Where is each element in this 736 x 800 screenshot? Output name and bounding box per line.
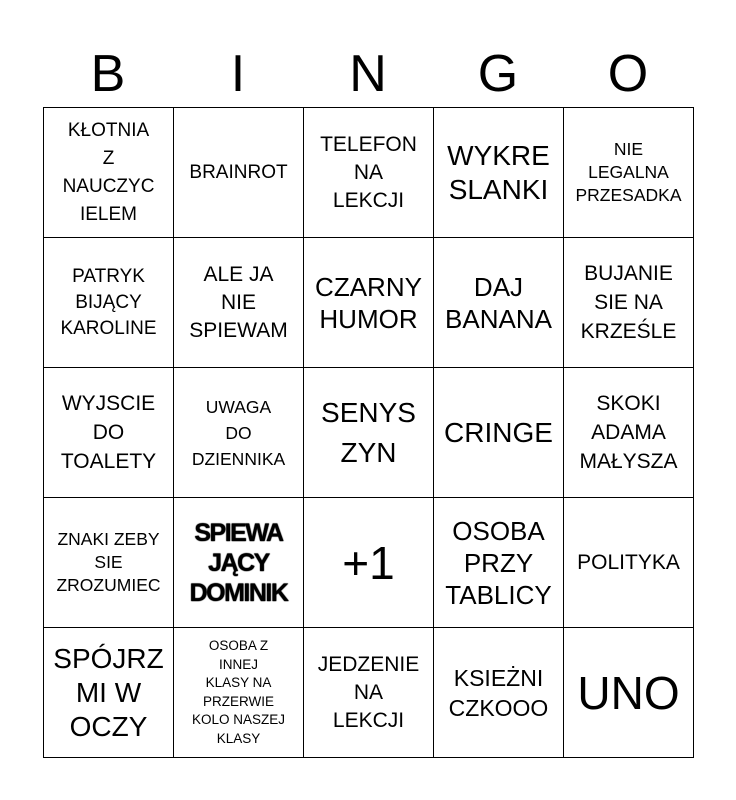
bingo-cell-2-2[interactable] <box>174 238 304 368</box>
cell-text: WYKRE SLANKI <box>447 139 550 205</box>
bingo-cell-5-1[interactable] <box>44 628 174 758</box>
cell-text: CRINGE <box>444 416 553 448</box>
cell-text: SKOKI ADAMA MAŁYSZA <box>579 392 678 473</box>
bingo-cell-5-3[interactable] <box>304 628 434 758</box>
cell-text: TELEFON NA LEKCJI <box>320 132 417 212</box>
cell-text: SENYS ZYN <box>321 396 416 468</box>
cell-text: ZNAKI ZEBY SIE ZROZUMIEC <box>56 529 161 595</box>
bingo-cell-3-5[interactable] <box>564 368 694 498</box>
bingo-cell-5-4[interactable] <box>434 628 564 758</box>
bingo-cell-4-4[interactable] <box>434 498 564 628</box>
cell-text: CZARNY HUMOR <box>315 271 422 334</box>
bingo-cell-4-3[interactable] <box>304 498 434 628</box>
header-letter-n: N <box>349 45 387 103</box>
bingo-cell-5-5[interactable] <box>564 628 694 758</box>
cell-text: SPÓJRZ MI W OCZY <box>53 642 164 742</box>
bingo-cell-2-5[interactable] <box>564 238 694 368</box>
cell-text: POLITYKA <box>577 550 680 574</box>
bingo-cell-3-2[interactable] <box>174 368 304 498</box>
header-letter-b: B <box>90 45 126 103</box>
cell-text: +1 <box>342 536 395 589</box>
cell-text: KŁOTNIA Z NAUCZYC IELEM <box>62 119 155 225</box>
header-letter-g: G <box>477 45 519 103</box>
cell-text: UWAGA DO DZIENNIKA <box>191 396 286 469</box>
bingo-card <box>43 107 694 758</box>
cell-text: WYJSCIE DO TOALETY <box>60 392 157 473</box>
bingo-cell-1-5[interactable] <box>564 108 694 238</box>
bingo-cell-3-1[interactable] <box>44 368 174 498</box>
cell-text: JEDZENIE NA LEKCJI <box>317 652 420 732</box>
cell-text: BUJANIE SIE NA KRZEŚLE <box>580 262 677 343</box>
bingo-cell-2-3[interactable] <box>304 238 434 368</box>
bingo-cell-1-1[interactable] <box>44 108 174 238</box>
bingo-cell-1-2[interactable] <box>174 108 304 238</box>
cell-text: UNO <box>577 666 680 719</box>
bingo-cell-4-1[interactable] <box>44 498 174 628</box>
bingo-header <box>43 40 693 108</box>
header-letter-i: I <box>230 45 246 103</box>
bingo-cell-1-4[interactable] <box>434 108 564 238</box>
bingo-cell-4-2[interactable] <box>174 498 304 628</box>
cell-text: KSIEŻNI CZKOOO <box>448 664 549 721</box>
cell-text: DAJ BANANA <box>445 271 552 334</box>
cell-text: NIE LEGALNA PRZESADKA <box>575 139 682 205</box>
bingo-cell-3-4[interactable] <box>434 368 564 498</box>
bingo-cell-5-2[interactable] <box>174 628 304 758</box>
cell-text: SPIEWA JĄCY DOMINIK <box>189 518 288 607</box>
bingo-cell-2-1[interactable] <box>44 238 174 368</box>
bingo-cell-1-3[interactable] <box>304 108 434 238</box>
header-letter-o: O <box>607 45 649 103</box>
bingo-cell-2-4[interactable] <box>434 238 564 368</box>
cell-text: BRAINROT <box>189 161 288 183</box>
bingo-cell-3-3[interactable] <box>304 368 434 498</box>
cell-text: ALE JA NIE SPIEWAM <box>189 262 288 342</box>
cell-text: PATRYK BIJĄCY KAROLINE <box>60 265 157 339</box>
bingo-cell-4-5[interactable] <box>564 498 694 628</box>
cell-text: OSOBA Z INNEJ KLASY NA PRZERWIE KOLO NASZEJ KLASY <box>191 638 286 746</box>
cell-text: OSOBA PRZY TABLICY <box>445 515 552 610</box>
